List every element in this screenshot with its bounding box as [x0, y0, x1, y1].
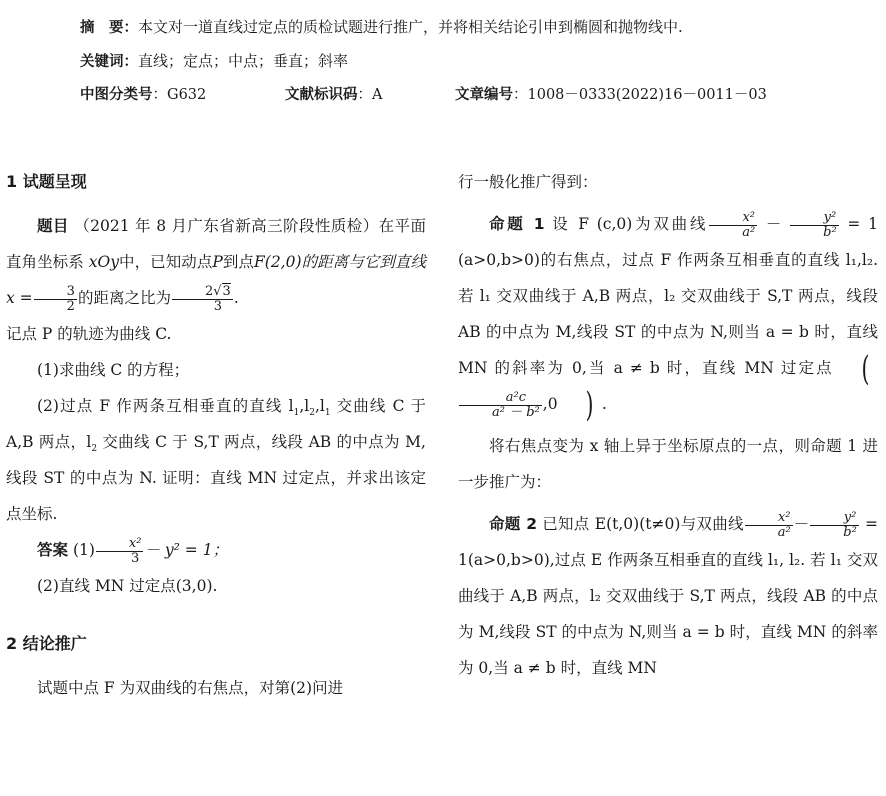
proposition-1-label: 命题 1 — [489, 215, 545, 233]
answer-label: 答案 — [37, 541, 69, 559]
proposition-2-label: 命题 2 — [489, 515, 538, 533]
generalize-intro: 试题中点 F 为双曲线的右焦点，对第(2)问进 — [37, 679, 344, 697]
question-2: (2)过点 F 作两条互相垂直的直线 $l_1,l_2,l_1$ 交曲线 C 于 A,B 两点，$l_2$ 交曲线 C 于 S,T 两点，线段 AB 的中点为 M,线段 ST 的中点为 N. 证明：直线 MN 过定点，并求出该定点坐标. — [6, 397, 426, 523]
problem-paragraph: 题目 （2021 年 8 月广东省新高三阶段性质检）在平面直角坐标系 xOy中，已知动点P到点F(2,0)的距离与它到直线x = $\frac{3}{2}$ 的距离之比为 $\frac{2√3}{3}$ . — [6, 217, 426, 314]
fraction-x2-over-3: $\frac{\text{x²}}{3}$ — [96, 537, 144, 565]
proposition-1: 命题 1 设 F (c,0)为双曲线 $\frac{\text{x²}}{\text{a²}}$ － $\frac{\text{y²}}{\text{b²}}$ = 1 (a>0,b>0)的右焦点，过点 F 作两条互相垂直的直线 l₁,l₂. 若 l₁ 交双曲线于 A,B 两点，l₂ 交双曲线于 S,T 两点，线段 AB 的中点为 M,线段 ST 的中点为 N,则当 a = b 时，直线 MN 的斜率为 0,当 a ≠ b 时，直线 MN 过定点 ( $\frac{\text{a²c}}{\text{a² － b²}}$ ,0 ) . — [458, 209, 878, 425]
keywords-label: 关键词 — [80, 54, 124, 70]
fraction-x2-over-a2: $\frac{\text{x²}}{\text{a²}}$ — [709, 211, 757, 239]
left-column — [6, 160, 426, 706]
doc-cell: 文献标识码：A — [285, 87, 383, 103]
abstract-label: 摘 要 — [80, 20, 124, 36]
fraction-y2-over-b2-b: $\frac{\text{y²}}{\text{b²}}$ — [810, 511, 859, 539]
fraction-y2-over-b2: $\frac{\text{y²}}{\text{b²}}$ — [790, 211, 839, 239]
trail-text: 记点 P 的轨迹为曲线 C. — [6, 325, 172, 343]
fixed-point-fraction: $\frac{\text{a²c}}{\text{a² － b²}}$ — [459, 391, 542, 419]
section-2-title: 2 结论推广 — [6, 634, 87, 653]
answer-2: (2)直线 MN 过定点(3,0). — [37, 577, 218, 595]
section-1-title: 1 试题呈现 — [6, 172, 87, 191]
keywords-line: 关键词：直线；定点；中点；垂直；斜率 — [80, 52, 349, 70]
doc-value: A — [372, 87, 383, 103]
keywords-text: 直线；定点；中点；垂直；斜率 — [138, 52, 349, 70]
abstract-line: 摘 要：本文对一道直线过定点的质检试题进行推广，并将相关结论引申到椭圆和抛物线中. — [80, 18, 683, 36]
clc-value: G632 — [167, 87, 207, 103]
proposition-2: 命题 2 已知点 E(t,0)(t≠0)与双曲线 $\frac{\text{x²}}{\text{a²}}$ － $\frac{\text{y²}}{\text{b²}}$ = 1(a>0,b>0),过点 E 作两条互相垂直的直线 l₁, l₂. 若 l₁ 交双曲线于 A,B 两点，l₂ 交双曲线于 S,T 两点，线段 AB 的中点为 M,线段 ST 的中点为 N,则当 a = b 时，直线 MN 的斜率为 0,当 a ≠ b 时，直线 MN — [458, 509, 879, 677]
right-column — [458, 164, 878, 686]
move-text: 将右焦点变为 x 轴上异于坐标原点的一点，则命题 1 进一步推广为： — [458, 437, 878, 491]
meta-row — [80, 78, 870, 112]
article-cell: 文章编号：1008－0333(2022)16－0011－03 — [455, 87, 767, 103]
answer-1: 答案 (1) $\frac{\text{x²}}{3}$ － y² = 1； — [37, 535, 229, 566]
fraction-2sqrt3-over-3: $\frac{2√3}{3}$ — [172, 285, 233, 313]
fraction-3-over-2: $\frac{3}{2}$ — [34, 285, 77, 313]
question-1: (1)求曲线 C 的方程； — [37, 361, 190, 379]
article-header — [80, 10, 870, 112]
abstract-text: 本文对一道直线过定点的质检试题进行推广，并将相关结论引申到椭圆和抛物线中. — [138, 18, 683, 36]
clc-cell: 中图分类号：G632 — [80, 87, 207, 103]
article-value: 1008－0333(2022)16－0011－03 — [527, 87, 767, 103]
fraction-x2-over-a2-b: $\frac{\text{x²}}{\text{a²}}$ — [745, 511, 793, 539]
continuation-text: 行一般化推广得到： — [458, 173, 598, 191]
problem-label: 题目 — [37, 217, 69, 235]
